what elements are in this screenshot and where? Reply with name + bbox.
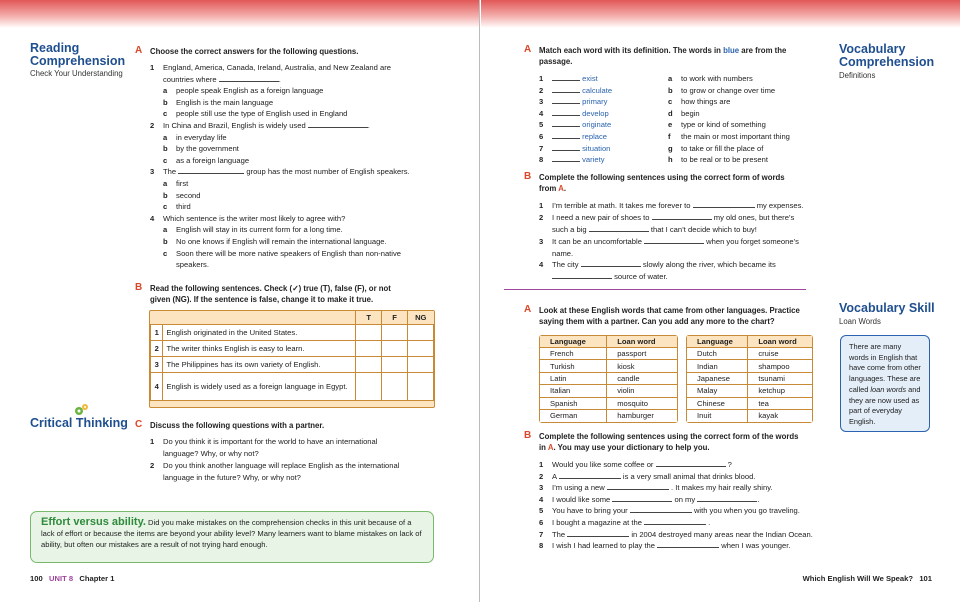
table-row xyxy=(687,409,812,421)
left-footer: 100 UNIT 8 Chapter 1 xyxy=(30,574,115,583)
sentence-number: 4 xyxy=(539,494,544,504)
definition-text: how things are xyxy=(681,97,731,107)
definition-letter: a xyxy=(668,74,673,83)
loan-word-cell: shampoo xyxy=(748,360,812,372)
left-page: Reading Comprehension Check Your Understanding A Choose the correct answers for the following questions. 1 England, America, Canada, Ireland, Australia, and New Zealand are countries where . a people speak English as a foreign language b English is the main language c people still use the type of English used in England 2 In China and Brazil, English is widely used . a in everyday life b by the government c as a foreign language 3 The group has the most number of English speakers. a first b second c third 4 Which sentence is the writer most likely to agree with? a English will stay in its current form for a long time. b No one knows if English will remain the international language. c Soon there will be more native speakers of English than non-native speakers. B Read the following sentences. Check (✓) true (T), false (F), or not given (NG). If the sentence is false, change it to make it true. T F NG 1 English originated in the United States. 2 The writer thinks English is easy to learn. 3 The Philippines has its own variety of English. 4 English is widely used as a foreign language in Egypt. Critical Thinking C Discuss the following questions with a partner. 1 Do you think it is important for the world to have an international language? Why, or why not? 2 Do you think another language will replace English as the international language in the future? Why, or why not? Effort versus ability. Did you make mistakes on the comprehension checks in this unit because of a lack of effort or because the items are beyond your ability level? Many learners want to blame mistakes on lack of ability, but often our mistakes are a result of not trying hard enough. 100 UNIT 8 Chapter 1 xyxy=(0,0,480,602)
definition-text: begin xyxy=(681,108,700,118)
option-text[interactable]: English will stay in its current form for a long time. xyxy=(176,225,343,235)
option-letter[interactable]: b xyxy=(163,237,168,246)
sentence-text: I’m using a new . It makes my hair really shiny. xyxy=(552,483,773,493)
right-footer: Which English Will We Speak? 101 xyxy=(802,574,932,583)
effort-title: Effort versus ability. xyxy=(41,516,146,528)
language-cell: Dutch xyxy=(687,348,748,360)
top-color-bar xyxy=(481,0,960,28)
answer-blank[interactable] xyxy=(693,200,755,208)
match-item xyxy=(552,154,605,166)
answer-blank[interactable] xyxy=(552,271,612,279)
sentence-number: 2 xyxy=(539,471,544,481)
question-text: countries where . xyxy=(163,74,281,84)
loan-word-cell: cruise xyxy=(748,348,812,360)
header-t: T xyxy=(356,311,382,324)
vocab-word: develop xyxy=(582,108,609,118)
answer-blank[interactable] xyxy=(552,85,580,93)
language-cell: German xyxy=(540,409,607,421)
vocab-word: variety xyxy=(582,155,605,165)
question-number: 2 xyxy=(150,121,155,130)
loan-word-cell: candle xyxy=(607,372,677,384)
option-text[interactable]: in everyday life xyxy=(176,132,227,142)
question-text: In China and Brazil, English is widely used . xyxy=(163,121,370,130)
loan-words-table-1: Language Loan word French passport Turkish kiosk Latin candle Italian violin Spanish mosquito German hamburger xyxy=(539,335,678,423)
sentence-number: 8 xyxy=(539,541,544,551)
option-text[interactable]: by the government xyxy=(176,144,239,154)
match-item xyxy=(552,73,598,85)
language-cell: Inuit xyxy=(687,409,748,421)
answer-blank[interactable] xyxy=(552,143,580,151)
answer-blank[interactable] xyxy=(559,471,621,479)
language-cell: Chinese xyxy=(687,397,748,409)
check-cell[interactable] xyxy=(356,324,382,340)
true-false-table-box xyxy=(149,310,435,408)
table-row xyxy=(540,348,677,360)
table-row xyxy=(540,397,677,409)
option-text[interactable]: people speak English as a foreign language xyxy=(176,86,324,96)
option-text[interactable]: English is the main language xyxy=(176,97,274,107)
table-row xyxy=(687,397,812,409)
answer-blank[interactable] xyxy=(552,119,580,127)
check-cell[interactable] xyxy=(356,340,382,356)
top-color-bar xyxy=(0,0,479,28)
definition-letter: e xyxy=(668,120,673,130)
vocab-word: situation xyxy=(582,143,611,153)
table-row xyxy=(687,348,812,360)
sentence-text: A is a very small animal that drinks blood. xyxy=(552,471,756,481)
option-letter[interactable]: c xyxy=(163,248,168,258)
option-letter[interactable]: a xyxy=(163,225,168,235)
table-row xyxy=(540,385,677,397)
answer-blank[interactable] xyxy=(644,517,706,525)
check-cell[interactable] xyxy=(356,372,382,400)
option-text[interactable]: second xyxy=(176,190,201,200)
answer-blank[interactable] xyxy=(657,540,719,548)
option-letter[interactable]: a xyxy=(163,86,168,96)
match-number: 5 xyxy=(539,120,544,130)
language-cell: Japanese xyxy=(687,372,748,384)
option-text[interactable]: as a foreign language xyxy=(176,155,250,165)
option-letter[interactable]: a xyxy=(163,179,168,188)
match-section-letter: A xyxy=(524,44,532,55)
definition-letter: b xyxy=(668,85,673,95)
table-row: 1 English originated in the United States. xyxy=(151,324,434,340)
answer-blank[interactable] xyxy=(552,154,580,162)
sentence-number: 6 xyxy=(539,518,544,527)
loan-word-cell: violin xyxy=(607,385,677,397)
option-letter[interactable]: b xyxy=(163,97,168,107)
loan-word-cell: kiosk xyxy=(607,360,677,372)
answer-blank[interactable] xyxy=(697,494,757,502)
table-row xyxy=(540,360,677,372)
loan-word-cell: mosquito xyxy=(607,397,677,409)
vocabulary-skill-title: Vocabulary Skill xyxy=(839,301,935,315)
effort-versus-ability-box xyxy=(30,511,434,563)
match-item xyxy=(552,85,612,97)
true-false-table xyxy=(150,311,434,401)
option-letter[interactable]: c xyxy=(163,155,168,165)
loan-word-cell: tea xyxy=(748,397,812,409)
right-page: Vocabulary Comprehension Definitions A Match each word with its definition. The words in blue are from the passage. 1 exist a to work with numbers 2 calculate b to grow or change over time 3 primary c how things are 4 develop d begin 5 originate e type or kind of something 6 replace f the main or most important thing 7 situation g to take or fill the place of 8 variety h to be real or to be present B Complete the following sentences using the correct form of words from A. 1 I’m terrible at math. It takes me forever to my expenses. 2 I need a new pair of shoes to my old ones, but there’s such a big that I can’t decide which to buy! 3 It can be an uncomfortable when you forget someone’s name. 4 The city slowly along the river, which became its source of water. Vocabulary Skill Loan Words A Look at these English words that came from other languages. Practice saying them with a partner. Can you add any more to the chart? Language Loan word French passport Turkish kiosk Latin candle Italian violin Spanish mosquito German hamburger Language Loan word Dutch cruise Indian shampoo Japanese tsunami Malay ketchup Chinese tea Inuit kayak There are many words in English that have come from other languages. These are called loan words and they are now used as part of everyday English. B Complete the following sentences using the correct form of the words in A. You may use your dictionary to help you. 1 Would you like some coffee or ? 2 A is a very small animal that drinks blood. 3 I’m using a new . It makes my hair really shiny. 4 I would like some on my . 5 You have to bring your with you when you go traveling. 6 I bought a magazine at the . 7 The in 2004 destroyed many areas near the Indian Ocean. 8 I wish I had learned to play the when I was younger. Which English Will We Speak? 101 xyxy=(481,0,960,602)
answer-blank[interactable] xyxy=(178,166,244,174)
check-cell[interactable] xyxy=(408,324,434,340)
match-item xyxy=(552,119,611,131)
answer-blank[interactable] xyxy=(552,131,580,139)
answer-blank[interactable] xyxy=(612,494,672,502)
effort-text: Did you make mistakes on the comprehension checks in this unit because of a lack of effort or because the items are beyond your ability level? Many learners want to blame mistakes on lack of ability, but often our mistakes are a result of not trying hard enough. xyxy=(41,518,422,549)
language-cell: Latin xyxy=(540,372,607,384)
vocab-word: replace xyxy=(582,132,608,141)
definition-text: the main or most important thing xyxy=(681,132,790,141)
definition-letter: f xyxy=(668,132,671,141)
complete-section-letter: B xyxy=(524,171,532,182)
answer-blank[interactable] xyxy=(630,505,692,513)
definition-text: to be real or to be present xyxy=(681,155,768,165)
sentence-text: You have to bring your with you when you go traveling. xyxy=(552,506,800,516)
check-cell[interactable] xyxy=(382,356,408,372)
vocabulary-skill-subtitle: Loan Words xyxy=(839,317,881,326)
question-number: 1 xyxy=(150,63,155,72)
section-b-instruction-line1: Read the following sentences. Check (✓) true (T), false (F), or not xyxy=(150,284,391,293)
definition-text: type or kind of something xyxy=(681,120,766,130)
vocab-word: primary xyxy=(582,97,608,107)
match-number: 1 xyxy=(539,74,544,83)
question-number: 3 xyxy=(150,167,155,177)
table-row: 4 English is widely used as a foreign language in Egypt. xyxy=(151,372,434,400)
option-letter[interactable]: c xyxy=(163,202,168,212)
language-cell: French xyxy=(540,348,607,360)
option-text[interactable]: first xyxy=(176,179,189,188)
check-cell[interactable] xyxy=(408,372,434,400)
definition-letter: h xyxy=(668,155,673,165)
question-text: Which sentence is the writer most likely to agree with? xyxy=(163,213,346,223)
vocab-word: calculate xyxy=(582,85,613,95)
match-item xyxy=(552,96,607,108)
answer-blank[interactable] xyxy=(219,74,279,82)
reading-comprehension-title: Reading Comprehension xyxy=(30,41,126,68)
question-text: The group has the most number of English speakers. xyxy=(163,167,410,177)
sentence-number: 5 xyxy=(539,506,544,516)
section-b-letter: B xyxy=(135,282,143,293)
section-a-instruction: Choose the correct answers for the following questions. xyxy=(150,47,359,56)
option-text[interactable]: people still use the type of English used in England xyxy=(176,109,348,119)
answer-blank[interactable] xyxy=(607,482,669,490)
language-cell: Turkish xyxy=(540,360,607,372)
match-instruction-line2: passage. xyxy=(539,57,573,66)
answer-blank[interactable] xyxy=(644,236,704,244)
table-row xyxy=(687,385,812,397)
sentence-number: 7 xyxy=(539,529,544,539)
section-c-instruction: Discuss the following questions with a partner. xyxy=(150,421,325,430)
sentence-number: 3 xyxy=(539,483,544,493)
check-cell[interactable] xyxy=(382,372,408,400)
sentence-text: I wish I had learned to play the when I was younger. xyxy=(552,541,791,551)
option-letter[interactable]: a xyxy=(163,132,168,142)
reading-comprehension-subtitle: Check Your Understanding xyxy=(30,69,123,78)
language-cell: Italian xyxy=(540,385,607,397)
language-cell: Malay xyxy=(687,385,748,397)
header-ng: NG xyxy=(408,311,434,324)
definition-text: to work with numbers xyxy=(681,74,753,83)
match-number: 6 xyxy=(539,132,544,141)
loan-word-cell: hamburger xyxy=(607,409,677,421)
definition-letter: c xyxy=(668,97,673,107)
answer-blank[interactable] xyxy=(552,96,580,104)
table-row xyxy=(687,360,812,372)
definition-letter: d xyxy=(668,108,673,118)
match-number: 8 xyxy=(539,155,544,165)
table-row xyxy=(687,372,812,384)
table-row xyxy=(540,409,677,421)
answer-blank[interactable] xyxy=(656,459,726,467)
loan-word-cell: tsunami xyxy=(748,372,812,384)
match-item xyxy=(552,143,610,155)
match-item xyxy=(552,131,607,143)
section-divider xyxy=(504,289,806,290)
section-b-instruction-line2: given (NG). If the sentence is false, change it to make it true. xyxy=(150,295,374,304)
match-item xyxy=(552,108,609,120)
check-cell[interactable] xyxy=(408,356,434,372)
option-text[interactable]: third xyxy=(176,202,191,212)
match-number: 4 xyxy=(539,108,544,118)
loan-words-note: There are many words in English that have come from other languages. These are called loan words and they are now used as part of everyday English. xyxy=(840,335,930,432)
option-text[interactable]: No one knows if English will remain the international language. xyxy=(176,237,387,246)
vocabulary-comprehension-title: Vocabulary Comprehension xyxy=(839,42,935,69)
vocabulary-comprehension-subtitle: Definitions xyxy=(839,71,876,80)
table-row: 2 The writer thinks English is easy to learn. xyxy=(151,340,434,356)
table-row: 3 The Philippines has its own variety of English. xyxy=(151,356,434,372)
check-cell[interactable] xyxy=(408,340,434,356)
match-number: 7 xyxy=(539,143,544,153)
sentence-text: Would you like some coffee or ? xyxy=(552,460,732,469)
vocab-word: exist xyxy=(582,74,598,83)
language-cell: Indian xyxy=(687,360,748,372)
option-letter[interactable]: b xyxy=(163,190,168,200)
match-instruction-line1: Match each word with its definition. The words in blue are from the xyxy=(539,46,787,55)
loan-word-cell: passport xyxy=(607,348,677,360)
answer-blank[interactable] xyxy=(552,108,580,116)
check-cell[interactable] xyxy=(356,356,382,372)
answer-blank[interactable] xyxy=(552,73,580,81)
sentence-text: I bought a magazine at the . xyxy=(552,518,711,527)
section-a-letter: A xyxy=(135,45,143,56)
table-row xyxy=(540,372,677,384)
definition-text: to grow or change over time xyxy=(681,85,776,95)
answer-blank[interactable] xyxy=(567,529,629,537)
definition-text: to take or fill the place of xyxy=(681,143,764,153)
answer-blank[interactable] xyxy=(652,212,712,220)
match-number: 3 xyxy=(539,97,544,107)
language-cell: Spanish xyxy=(540,397,607,409)
option-text[interactable]: Soon there will be more native speakers of English than non-native xyxy=(176,248,401,258)
loan-words-table-2: Language Loan word Dutch cruise Indian shampoo Japanese tsunami Malay ketchup Chinese tea Inuit kayak xyxy=(686,335,813,423)
check-cell[interactable] xyxy=(382,340,408,356)
option-letter[interactable]: c xyxy=(163,109,168,119)
question-text: England, America, Canada, Ireland, Australia, and New Zealand are xyxy=(163,63,391,72)
definition-letter: g xyxy=(668,143,673,153)
critical-thinking-title: Critical Thinking xyxy=(30,416,128,430)
sentence-text: The in 2004 destroyed many areas near the Indian Ocean. xyxy=(552,529,813,539)
option-text: speakers. xyxy=(176,260,209,270)
answer-blank[interactable] xyxy=(308,120,368,128)
option-letter[interactable]: b xyxy=(163,144,168,154)
loan-word-cell: kayak xyxy=(748,409,812,421)
section-c-letter: C xyxy=(135,419,143,430)
check-cell[interactable] xyxy=(382,324,408,340)
match-number: 2 xyxy=(539,85,544,95)
answer-blank[interactable] xyxy=(581,259,641,267)
answer-blank[interactable] xyxy=(589,224,649,232)
sentence-text: I would like some on my . xyxy=(552,494,760,504)
sentence-number: 1 xyxy=(539,460,544,469)
vocab-word: originate xyxy=(582,120,612,130)
header-f: F xyxy=(382,311,408,324)
loan-word-cell: ketchup xyxy=(748,385,812,397)
question-number: 4 xyxy=(150,213,155,223)
